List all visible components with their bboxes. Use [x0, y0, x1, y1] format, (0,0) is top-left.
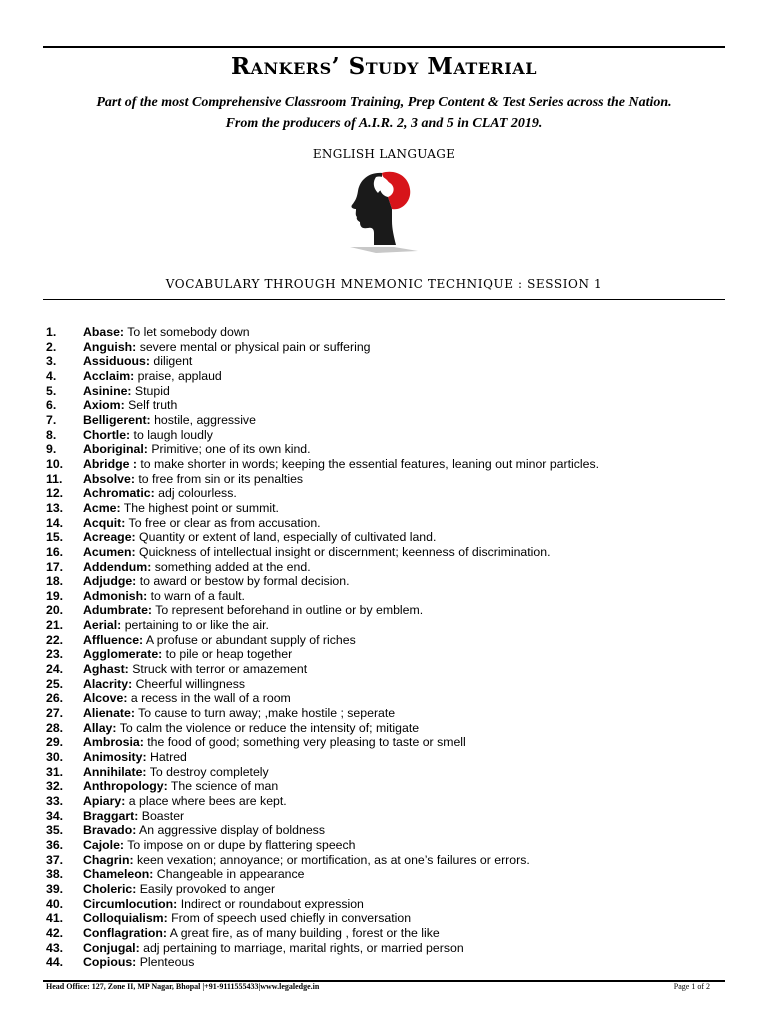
- subject-heading: ENGLISH LANGUAGE: [312, 147, 456, 161]
- item-number: 33.: [46, 794, 64, 808]
- list-item: [0, 779, 768, 794]
- item-body: [83, 897, 364, 912]
- vocab-term: Colloquialism:: [83, 911, 168, 926]
- vocab-term: Apiary:: [83, 794, 126, 808]
- vocab-definition: adj pertaining to marriage, marital rights, or married person: [139, 940, 464, 955]
- vocab-term: Circumlocution:: [83, 896, 178, 911]
- item-number: 22.: [46, 632, 64, 647]
- item-body: [83, 486, 237, 501]
- vocab-definition: severe mental or physical pain or suffering: [136, 339, 371, 354]
- item-body: [83, 809, 184, 824]
- subtitle-line-1: Part of the most Comprehensive Classroom Training, Prep Content & Test Series across the Nation.: [96, 95, 672, 110]
- vocab-term: Chameleon:: [83, 867, 154, 882]
- item-body: [83, 501, 279, 516]
- item-body: [83, 911, 411, 926]
- vocab-definition: To let somebody down: [124, 325, 250, 339]
- vocab-term: Asinine:: [83, 383, 132, 398]
- vocab-definition: the food of good; something very pleasing to taste or smell: [143, 735, 466, 750]
- vocabulary-list: [0, 325, 768, 970]
- footer-address: Head Office: 127, Zone II, MP Nagar, Bhopal |+91-9111555433|www.legaledge.in: [46, 982, 320, 991]
- item-body: [83, 941, 464, 956]
- vocab-term: Achromatic:: [83, 486, 155, 501]
- item-body: [83, 354, 192, 369]
- vocab-term: Addendum:: [83, 559, 152, 574]
- item-number: 14.: [46, 515, 64, 530]
- item-body: [83, 589, 245, 604]
- list-item: [0, 442, 768, 457]
- top-rule: [43, 46, 725, 48]
- vocab-definition: to make shorter in words; keeping the essential features, leaning out minor particles.: [136, 456, 600, 471]
- item-number: 13.: [46, 500, 64, 515]
- vocab-definition: From of speech used chiefly in conversation: [167, 911, 412, 926]
- vocab-definition: a place where bees are kept.: [125, 794, 287, 808]
- list-item: [0, 794, 768, 809]
- list-item: [0, 354, 768, 369]
- vocab-term: Alienate:: [83, 706, 135, 721]
- vocab-definition: to warn of a fault.: [147, 588, 245, 603]
- vocab-term: Assiduous:: [83, 354, 150, 369]
- item-number: 3.: [46, 354, 57, 369]
- list-item: [0, 603, 768, 618]
- item-body: [83, 325, 250, 340]
- item-number: 10.: [46, 456, 64, 471]
- list-item: [0, 428, 768, 443]
- vocab-term: Braggart:: [83, 808, 139, 823]
- list-item: [0, 926, 768, 941]
- item-body: [83, 823, 325, 838]
- vocab-term: Axiom:: [83, 398, 125, 413]
- list-item: [0, 647, 768, 662]
- vocab-term: Cajole:: [83, 837, 124, 852]
- list-item: [0, 867, 768, 882]
- item-number: 21.: [46, 618, 64, 633]
- vocab-definition: To cause to turn away; ,make hostile ; seperate: [134, 706, 396, 721]
- item-number: 32.: [46, 779, 64, 794]
- item-body: [83, 662, 307, 677]
- vocab-definition: Quantity or extent of land, especially of cultivated land.: [135, 530, 437, 545]
- item-number: 8.: [46, 427, 57, 442]
- item-number: 42.: [46, 925, 64, 940]
- list-item: [0, 765, 768, 780]
- list-item: [0, 633, 768, 648]
- vocab-definition: hostile, aggressive: [150, 412, 256, 427]
- vocab-term: Affluence:: [83, 632, 144, 647]
- vocab-term: Aerial:: [83, 618, 122, 633]
- item-body: [83, 384, 170, 399]
- vocab-definition: Hatred: [146, 750, 187, 765]
- item-body: [83, 677, 245, 692]
- vocab-definition: A great fire, as of many building , forest or the like: [167, 925, 440, 940]
- list-item: [0, 809, 768, 824]
- vocab-definition: Easily provoked to anger: [136, 881, 276, 896]
- vocab-definition: Plenteous: [136, 955, 195, 970]
- vocab-definition: to award or bestow by formal decision.: [136, 574, 350, 589]
- item-body: [83, 735, 466, 750]
- list-item: [0, 457, 768, 472]
- item-body: [83, 955, 194, 970]
- item-number: 16.: [46, 544, 64, 559]
- list-item: [0, 853, 768, 868]
- vocab-definition: keen vexation; annoyance; or mortification, as at one’s failures or errors.: [133, 852, 530, 867]
- vocab-term: Abase:: [83, 325, 125, 339]
- item-body: [83, 721, 419, 736]
- session-rule: [43, 299, 725, 300]
- list-item: [0, 823, 768, 838]
- list-item: [0, 735, 768, 750]
- vocab-term: Annihilate:: [83, 764, 147, 779]
- item-number: 31.: [46, 764, 64, 779]
- item-number: 7.: [46, 412, 57, 427]
- item-body: [83, 882, 275, 897]
- item-number: 24.: [46, 662, 64, 677]
- item-number: 38.: [46, 867, 64, 882]
- item-number: 34.: [46, 808, 64, 823]
- vocab-term: Anguish:: [83, 339, 137, 354]
- list-item: [0, 574, 768, 589]
- list-item: [0, 706, 768, 721]
- vocab-definition: to free from sin or its penalties: [134, 471, 304, 486]
- subtitle-line-2: From the producers of A.I.R. 2, 3 and 5 in CLAT 2019.: [225, 116, 543, 131]
- vocab-definition: Self truth: [124, 398, 178, 413]
- vocab-term: Abridge :: [83, 456, 137, 471]
- item-body: [83, 867, 305, 882]
- vocab-term: Conjugal:: [83, 940, 140, 955]
- head-profile-logo-icon: [336, 167, 428, 259]
- item-number: 15.: [46, 530, 64, 545]
- vocab-definition: pertaining to or like the air.: [121, 618, 269, 633]
- item-number: 1.: [46, 325, 57, 339]
- item-number: 4.: [46, 368, 57, 383]
- vocab-term: Alacrity:: [83, 676, 133, 691]
- vocab-definition: To free or clear as from accusation.: [125, 515, 321, 530]
- list-item: [0, 369, 768, 384]
- list-item: [0, 618, 768, 633]
- item-body: [83, 926, 440, 941]
- vocab-definition: Primitive; one of its own kind.: [147, 442, 311, 457]
- item-body: [83, 457, 599, 472]
- vocab-definition: something added at the end.: [151, 559, 311, 574]
- item-body: [83, 838, 356, 853]
- item-body: [83, 442, 311, 457]
- item-number: 41.: [46, 911, 64, 926]
- item-number: 12.: [46, 486, 64, 501]
- list-item: [0, 325, 768, 340]
- item-body: [83, 413, 256, 428]
- item-number: 23.: [46, 647, 64, 662]
- item-number: 36.: [46, 837, 64, 852]
- item-number: 20.: [46, 603, 64, 618]
- session-heading: VOCABULARY THROUGH MNEMONIC TECHNIQUE : SESSION 1: [165, 277, 603, 291]
- vocab-definition: Quickness of intellectual insight or discernment; keenness of discrimination.: [135, 544, 551, 559]
- vocab-definition: Cheerful willingness: [132, 676, 245, 691]
- vocab-term: Ambrosia:: [83, 735, 144, 750]
- item-body: [83, 647, 292, 662]
- vocab-definition: Struck with terror or amazement: [128, 662, 308, 677]
- item-number: 19.: [46, 588, 64, 603]
- vocab-definition: An aggressive display of boldness: [136, 823, 325, 838]
- item-body: [83, 340, 371, 355]
- list-item: [0, 941, 768, 956]
- vocab-term: Admonish:: [83, 588, 148, 603]
- vocab-term: Absolve:: [83, 471, 135, 486]
- vocab-definition: To destroy completely: [146, 764, 269, 779]
- item-body: [83, 794, 287, 809]
- vocab-definition: To impose on or dupe by flattering speech: [124, 837, 356, 852]
- list-item: [0, 589, 768, 604]
- vocab-definition: diligent: [149, 354, 193, 369]
- item-body: [83, 779, 278, 794]
- item-body: [83, 765, 269, 780]
- vocab-definition: praise, applaud: [134, 368, 222, 383]
- item-number: 43.: [46, 940, 64, 955]
- list-item: [0, 677, 768, 692]
- list-item: [0, 340, 768, 355]
- list-item: [0, 662, 768, 677]
- item-body: [83, 603, 423, 618]
- item-number: 25.: [46, 676, 64, 691]
- list-item: [0, 838, 768, 853]
- vocab-term: Acumen:: [83, 544, 136, 559]
- item-body: [83, 706, 395, 721]
- item-number: 37.: [46, 852, 64, 867]
- item-body: [83, 853, 530, 868]
- vocab-term: Chagrin:: [83, 852, 134, 867]
- vocab-term: Agglomerate:: [83, 647, 163, 662]
- vocab-definition: To calm the violence or reduce the intensity of; mitigate: [116, 720, 420, 735]
- item-body: [83, 472, 303, 487]
- list-item: [0, 398, 768, 413]
- item-body: [83, 369, 222, 384]
- item-body: [83, 574, 350, 589]
- vocab-term: Chortle:: [83, 427, 131, 442]
- item-body: [83, 633, 356, 648]
- list-item: [0, 882, 768, 897]
- vocab-term: Acme:: [83, 500, 121, 515]
- vocab-definition: to pile or heap together: [162, 647, 293, 662]
- list-item: [0, 911, 768, 926]
- vocab-term: Alcove:: [83, 691, 128, 706]
- item-number: 44.: [46, 955, 64, 970]
- document-title: Rankers’ Study Material: [231, 53, 537, 80]
- vocab-term: Bravado:: [83, 823, 137, 838]
- list-item: [0, 501, 768, 516]
- item-number: 2.: [46, 339, 57, 354]
- vocab-term: Choleric:: [83, 881, 137, 896]
- item-body: [83, 398, 177, 413]
- vocab-definition: adj colourless.: [154, 486, 237, 501]
- item-number: 9.: [46, 442, 57, 457]
- item-body: [83, 560, 311, 575]
- list-item: [0, 472, 768, 487]
- vocab-term: Adumbrate:: [83, 603, 153, 618]
- vocab-term: Allay:: [83, 720, 117, 735]
- item-body: [83, 428, 213, 443]
- item-body: [83, 530, 436, 545]
- vocab-definition: Boaster: [138, 808, 185, 823]
- vocab-definition: a recess in the wall of a room: [127, 691, 291, 706]
- list-item: [0, 721, 768, 736]
- item-number: 40.: [46, 896, 64, 911]
- vocab-term: Acreage:: [83, 530, 136, 545]
- vocab-definition: to laugh loudly: [130, 427, 213, 442]
- vocab-definition: To represent beforehand in outline or by emblem.: [152, 603, 424, 618]
- item-number: 39.: [46, 881, 64, 896]
- vocab-term: Animosity:: [83, 750, 147, 765]
- item-number: 29.: [46, 735, 64, 750]
- vocab-term: Acquit:: [83, 515, 126, 530]
- list-item: [0, 413, 768, 428]
- vocab-definition: The science of man: [167, 779, 279, 794]
- vocab-term: Aghast:: [83, 662, 129, 677]
- vocab-definition: Indirect or roundabout expression: [177, 896, 364, 911]
- vocab-definition: Changeable in appearance: [153, 867, 305, 882]
- list-item: [0, 897, 768, 912]
- list-item: [0, 486, 768, 501]
- vocab-definition: The highest point or summit.: [120, 500, 279, 515]
- item-number: 30.: [46, 750, 64, 765]
- list-item: [0, 955, 768, 970]
- vocab-definition: A profuse or abundant supply of riches: [143, 632, 356, 647]
- item-number: 27.: [46, 706, 64, 721]
- list-item: [0, 384, 768, 399]
- item-body: [83, 516, 321, 531]
- vocab-term: Acclaim:: [83, 368, 135, 383]
- vocab-term: Anthropology:: [83, 779, 168, 794]
- item-number: 11.: [46, 471, 63, 486]
- item-number: 35.: [46, 823, 64, 838]
- item-number: 6.: [46, 398, 57, 413]
- item-number: 17.: [46, 559, 64, 574]
- list-item: [0, 545, 768, 560]
- item-body: [83, 691, 291, 706]
- vocab-term: Adjudge:: [83, 574, 137, 589]
- item-number: 28.: [46, 720, 64, 735]
- vocab-term: Copious:: [83, 955, 137, 970]
- vocab-term: Aboriginal:: [83, 442, 148, 457]
- vocab-term: Conflagration:: [83, 925, 168, 940]
- item-number: 5.: [46, 383, 57, 398]
- page-number: Page 1 of 2: [673, 982, 710, 991]
- list-item: [0, 691, 768, 706]
- item-body: [83, 750, 187, 765]
- item-number: 26.: [46, 691, 64, 706]
- vocab-term: Belligerent:: [83, 412, 151, 427]
- item-body: [83, 545, 551, 560]
- list-item: [0, 516, 768, 531]
- list-item: [0, 530, 768, 545]
- list-item: [0, 750, 768, 765]
- list-item: [0, 560, 768, 575]
- item-number: 18.: [46, 574, 64, 589]
- item-body: [83, 618, 269, 633]
- vocab-definition: Stupid: [131, 383, 170, 398]
